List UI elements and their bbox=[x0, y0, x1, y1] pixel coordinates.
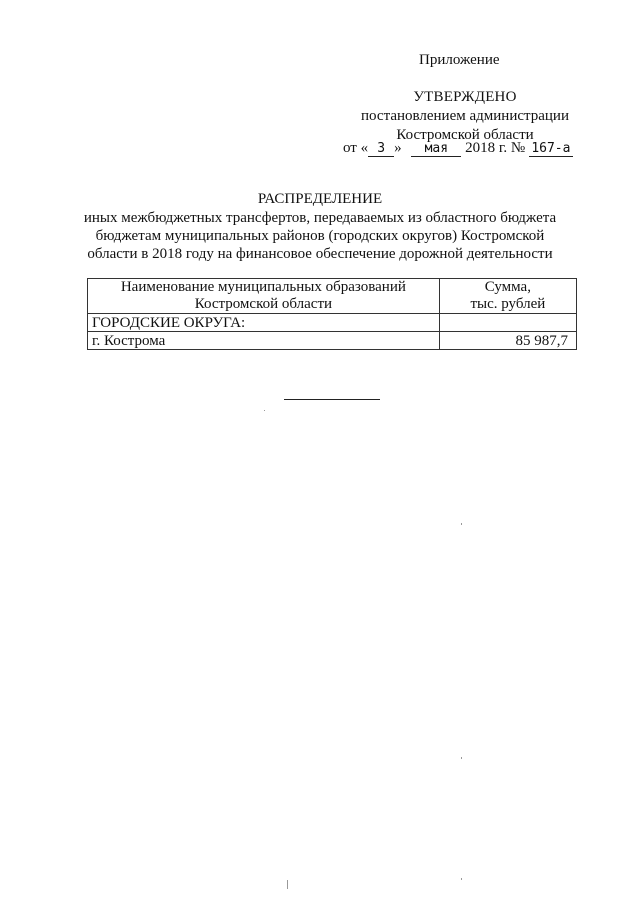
column-header-amount-line-1: Сумма, bbox=[484, 279, 531, 295]
document-title: РАСПРЕДЕЛЕНИЕ bbox=[257, 191, 383, 207]
row-name: ГОРОДСКИЕ ОКРУГА: bbox=[88, 314, 440, 332]
closing-divider bbox=[284, 399, 380, 400]
distribution-table bbox=[87, 278, 577, 350]
scan-speck bbox=[461, 757, 462, 759]
column-header-amount bbox=[439, 279, 576, 314]
date-close-quote: » bbox=[394, 140, 402, 156]
table-row bbox=[88, 314, 577, 332]
date-year: 2018 г. № bbox=[465, 140, 526, 156]
table-header-row bbox=[88, 279, 577, 314]
table-row bbox=[88, 332, 577, 350]
appendix-label: Приложение bbox=[419, 52, 500, 68]
document-title-block bbox=[70, 190, 570, 263]
decree-date-line bbox=[343, 140, 573, 157]
column-header-name bbox=[88, 279, 440, 314]
approval-block bbox=[330, 88, 600, 145]
scan-speck bbox=[461, 523, 462, 525]
scan-speck bbox=[461, 878, 462, 880]
column-header-name-line-2: Костромской области bbox=[194, 296, 333, 312]
date-prefix: от « bbox=[343, 140, 369, 156]
approval-line-2: Костромской области bbox=[396, 127, 534, 143]
title-line-3: области в 2018 году на финансовое обеспечение дорожной деятельности bbox=[87, 246, 553, 262]
scan-speck bbox=[264, 410, 265, 411]
approval-heading: УТВЕРЖДЕНО bbox=[413, 89, 517, 105]
row-name: г. Кострома bbox=[88, 332, 440, 350]
column-header-name-line-1: Наименование муниципальных образований bbox=[120, 279, 406, 295]
column-header-amount-line-2: тыс. рублей bbox=[470, 296, 546, 312]
approval-line-1: постановлением администрации bbox=[361, 108, 569, 124]
date-month: мая bbox=[411, 142, 461, 157]
row-amount: 85 987,7 bbox=[439, 332, 576, 350]
date-day: 3 bbox=[368, 142, 394, 157]
title-line-2: бюджетам муниципальных районов (городских округов) Костромской bbox=[95, 228, 545, 244]
decree-number: 167-а bbox=[529, 142, 573, 157]
row-amount bbox=[439, 314, 576, 332]
scan-speck bbox=[287, 880, 288, 889]
title-line-1: иных межбюджетных трансфертов, передаваемых из областного бюджета bbox=[83, 210, 557, 226]
